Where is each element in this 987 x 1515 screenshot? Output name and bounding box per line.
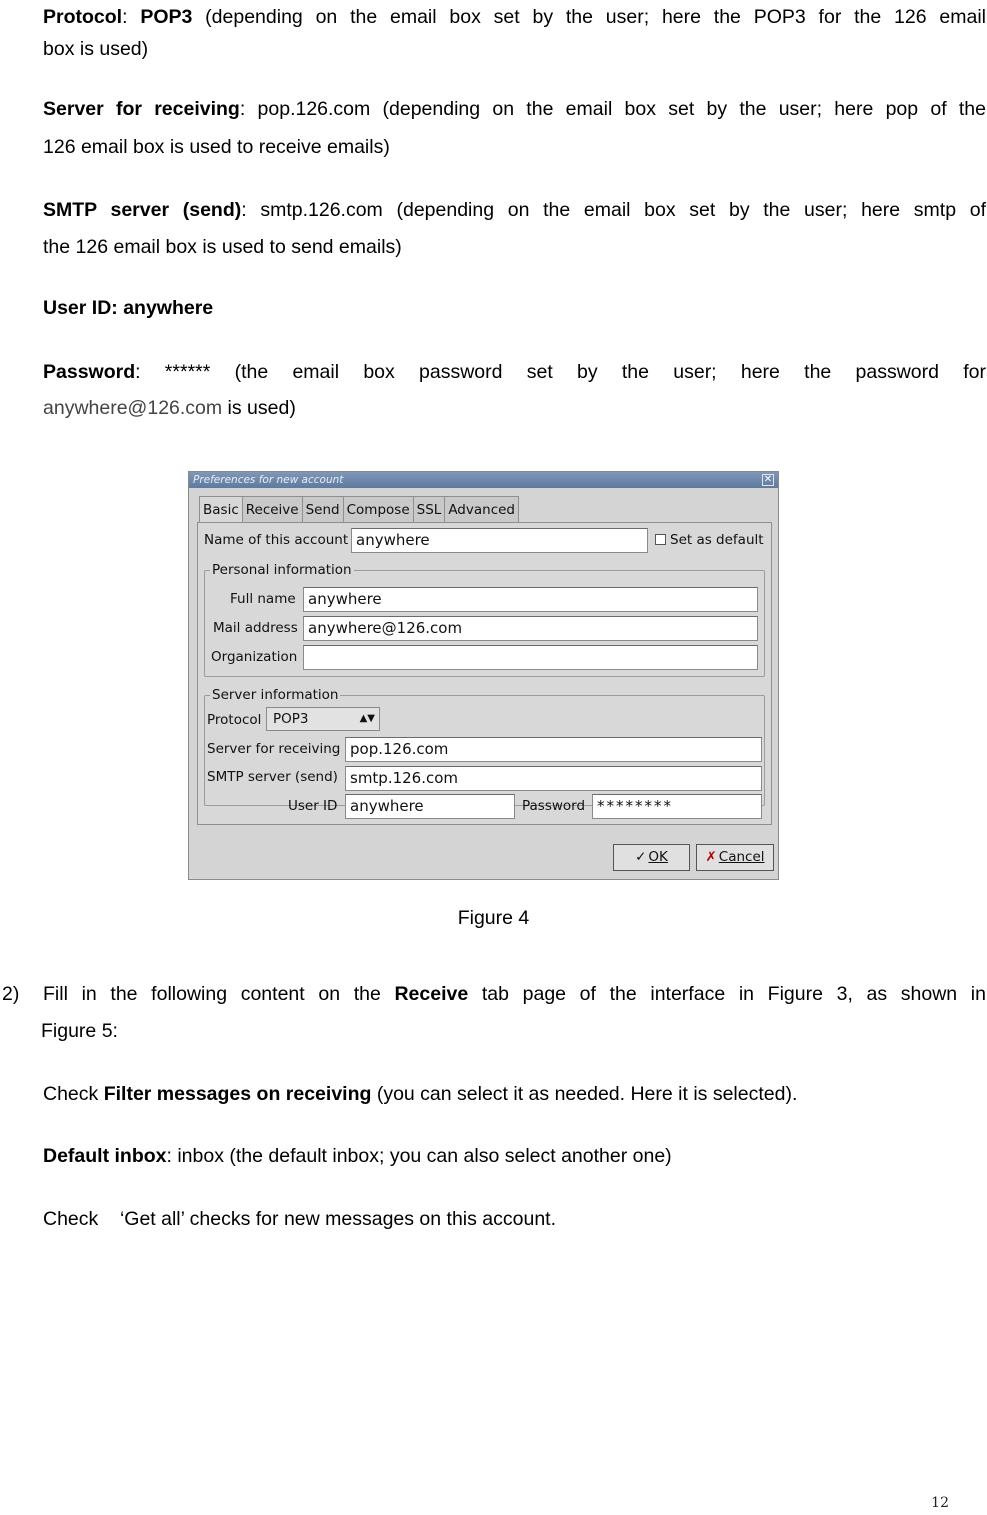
tab-advanced[interactable]: Advanced [444,496,519,522]
dialog-title: Preferences for new account [193,474,344,486]
dialog-titlebar [189,472,778,488]
smtp-line1: : smtp.126.com (depending on the email box set by the user; here smtp of [241,199,986,221]
page-number: 12 [931,1495,949,1511]
default-inbox-post: : inbox (the default inbox; you can also select another one) [166,1145,672,1167]
protocol-paragraph [43,0,986,35]
user-id-input[interactable]: anywhere [345,794,515,819]
server-receiving-label: Server for receiving [43,98,240,120]
tab-basic[interactable]: Basic [199,496,243,524]
mail-address-input[interactable]: anywhere@126.com [303,616,758,641]
password-line1: : ****** (the email box password set by the user; here the password for [135,361,986,383]
smtp-label-ui: SMTP server (send) [207,769,338,785]
figure-caption: Figure 4 [457,907,530,929]
default-inbox-paragraph [43,1138,986,1174]
protocol-value: POP3 [140,6,193,28]
password-label: Password [43,361,136,383]
smtp-label: SMTP server (send) [43,199,242,221]
protocol-label: Protocol [43,6,123,28]
mail-address-label: Mail address [213,620,298,636]
cancel-button[interactable] [696,844,774,871]
default-inbox-bold: Default inbox [43,1145,167,1167]
step2-line2: Figure 5: [41,1020,118,1042]
tab-receive[interactable]: Receive [242,496,303,522]
check-filter-paragraph [43,1076,986,1112]
server-receiving-line2: 126 email box is used to receive emails) [43,136,390,158]
check-filter-bold: Filter messages on receiving [103,1083,372,1105]
protocol-sep: : [122,6,141,28]
protocol-label-ui: Protocol [207,712,262,728]
password-input[interactable]: ******** [592,794,762,819]
smtp-paragraph [43,192,986,228]
set-default-checkbox[interactable] [655,534,666,545]
password-paragraph [43,354,986,390]
tab-send[interactable]: Send [302,496,344,522]
smtp-line2: the 126 email box is used to send emails) [43,236,402,258]
check-filter-post: (you can select it as needed. Here it is selected). [371,1083,798,1105]
protocol-line1: (depending on the email box set by the user; here the POP3 for the 126 email [192,6,986,28]
personal-info-title: Personal information [212,562,352,578]
user-id-paragraph [43,290,986,326]
check-getall-paragraph: Check ‘Get all’ checks for new messages on this account. [43,1208,557,1230]
step2-line1 [43,976,986,1012]
organization-input[interactable] [303,645,758,670]
full-name-input[interactable]: anywhere [303,587,758,612]
cancel-icon: ✗ [705,849,717,865]
smtp-input[interactable]: smtp.126.com [345,766,762,791]
step-number: 2) [2,983,20,1005]
protocol-select-value: POP3 [273,711,309,727]
server-info-title: Server information [212,687,339,703]
select-arrows-icon: ▲▼ [359,713,375,724]
protocol-line2: box is used) [43,38,149,60]
password-line2-rest: is used) [222,397,296,419]
tab-compose[interactable]: Compose [343,496,414,522]
preferences-dialog-screenshot [188,471,779,880]
user-id-text: User ID: anywhere [43,297,214,319]
step2-text-a: Fill in the following content on the [43,983,395,1005]
ok-icon: ✓ [635,849,647,865]
ok-button[interactable] [613,844,690,871]
check-filter-pre: Check [43,1083,104,1105]
server-receiving-label-ui: Server for receiving [207,741,341,757]
account-name-label: Name of this account [204,532,349,548]
user-id-label-ui: User ID [288,798,338,814]
ok-label: OK [648,849,668,865]
password-label-ui: Password [522,798,586,814]
organization-label: Organization [211,649,298,665]
server-receiving-input[interactable]: pop.126.com [345,737,762,762]
email-link[interactable]: anywhere@126.com [43,397,223,419]
password-line2 [43,390,986,426]
server-receiving-line1: : pop.126.com (depending on the email box set by the user; here pop of the [239,98,986,120]
tab-bar [199,496,518,522]
set-default-label: Set as default [670,532,764,548]
account-name-input[interactable]: anywhere [351,528,648,553]
server-receiving-paragraph [43,91,986,127]
step2-bold: Receive [394,983,469,1005]
full-name-label: Full name [230,591,296,607]
cancel-label: Cancel [718,849,765,865]
protocol-select[interactable] [266,707,380,731]
step2-text-b: tab page of the interface in Figure 3, as shown in [468,983,986,1005]
tab-ssl[interactable]: SSL [413,496,446,522]
close-icon[interactable]: ✕ [763,474,773,485]
